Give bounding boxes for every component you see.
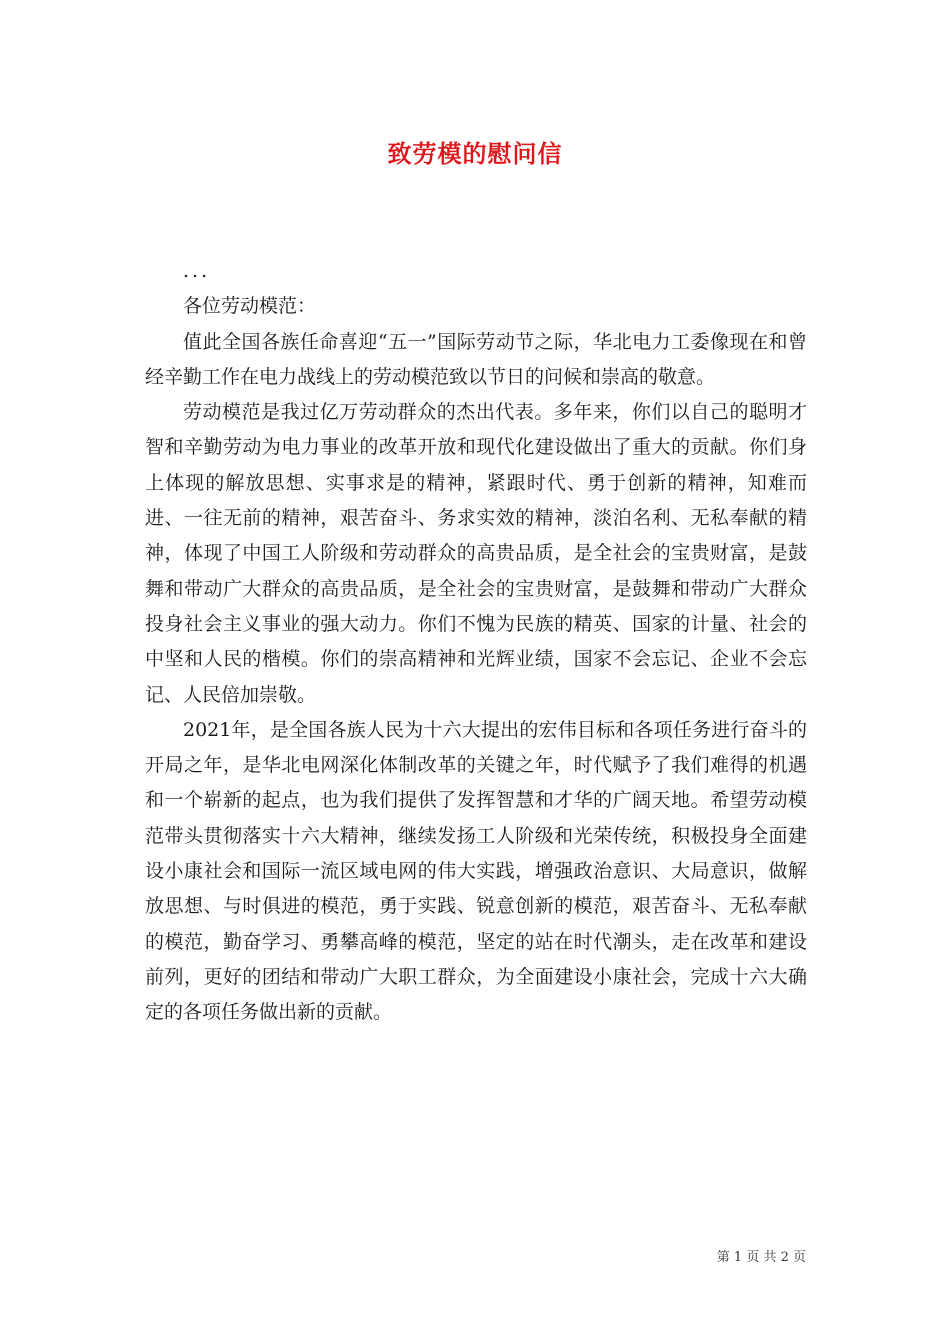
- document-title: 致劳模的慰问信: [387, 139, 563, 168]
- salutation: 各位劳动模范：: [183, 295, 317, 318]
- document-body: [145, 254, 807, 1031]
- paragraph-2: 劳动模范是我过亿万劳动群众的杰出代表。多年来，你们以自己的聪明才智和辛勤劳动为电力事业的改革开放和现代化建设做出了重大的贡献。你们身上体现的解放思想、实事求是的精神，紧跟时代、勇于创新的精神，知难而进、一往无前的精神，艰苦奋斗、务求实效的精神，淡泊名利、无私奉献的精神，体现了中国工人阶级和劳动群众的高贵品质，是全社会的宝贵财富，是鼓舞和带动广大群众的高贵品质，是全社会的宝贵财富，是鼓舞和带动广大群众投身社会主义事业的强大动力。你们不愧为民族的精英、国家的计量、社会的中坚和人民的楷模。你们的崇高精神和光辉业绩，国家不会忘记、企业不会忘记、人民倍加崇敬。: [145, 401, 807, 706]
- ellipsis-line: ...: [183, 260, 211, 282]
- page-number: 第 1 页 共 2 页: [716, 1250, 806, 1265]
- paragraph-3: 2021年，是全国各族人民为十六大提出的宏伟目标和各项任务进行奋斗的开局之年，是华北电网深化体制改革的关键之年，时代赋予了我们难得的机遇和一个崭新的起点，也为我们提供了发挥智慧和才华的广阔天地。希望劳动模范带头贯彻落实十六大精神，继续发扬工人阶级和光荣传统，积极投身全面建设小康社会和国际一流区域电网的伟大实践，增强政治意识、大局意识，做解放思想、与时俱进的模范，勇于实践、锐意创新的模范，艰苦奋斗、无私奉献的模范，勤奋学习、勇攀高峰的模范，坚定的站在时代潮头，走在改革和建设前列，更好的团结和带动广大职工群众，为全面建设小康社会，完成十六大确定的各项任务做出新的贡献。: [145, 718, 807, 1024]
- paragraph-1: 值此全国各族任命喜迎“五一”国际劳动节之际，华北电力工委像现在和曾经辛勤工作在电力战线上的劳动模范致以节日的问候和崇高的敬意。: [145, 330, 807, 388]
